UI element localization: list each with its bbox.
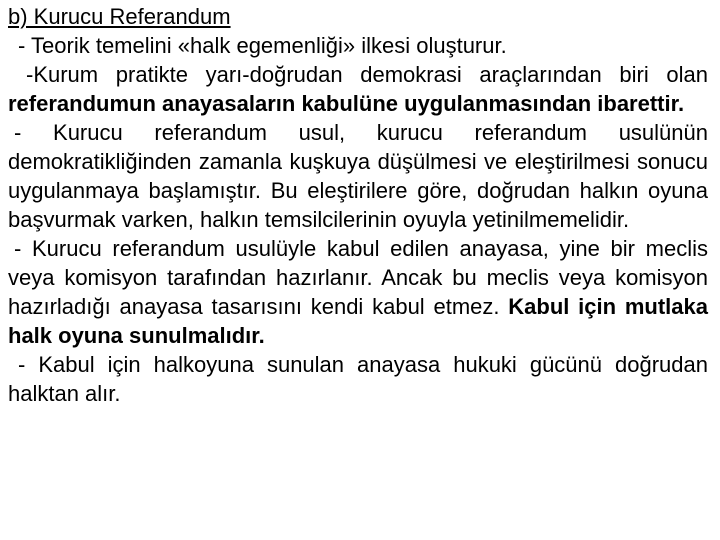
paragraph-text: - Kurucu referandum usulüyle kabul edilen anayasa, yine bir meclis veya komisyon tarafından hazırlanır. Ancak bu meclis veya komisyon hazırladığı anayasa tasarısını kendi kabul etmez.: [8, 236, 708, 319]
paragraph-theory: [8, 31, 708, 60]
paragraph-bold-text: referandumun anayasaların kabulüne uygulanmasından ibarettir.: [8, 91, 685, 116]
paragraph-text: - Kurucu referandum usul, kurucu referandum usulünün demokratikliğinden zamanla kuşkuya düşülmesi ve eleştirilmesi sonucu uygulanmaya başlamıştır. Bu eleştirilere göre, doğrudan halkın oyuna başvurmak varken, halkın temsilcilerinin oyuyla yetinilmemelidir.: [8, 120, 708, 232]
paragraph-text: -Kurum pratikte yarı-doğrudan demokrasi araçlarından biri olan: [26, 62, 708, 87]
paragraph-legitimacy: [8, 350, 708, 408]
paragraph-bold-text: Kabul için mutlaka halk oyuna sunulmalıdır.: [8, 294, 708, 348]
document-page: [8, 2, 708, 408]
paragraph-text: - Kabul için halkoyuna sunulan anayasa hukuki gücünü doğrudan halktan alır.: [8, 352, 708, 406]
paragraph-text: - Teorik temelini «halk egemenliği» ilkesi oluşturur.: [18, 33, 507, 58]
paragraph-institution: [8, 60, 708, 118]
paragraph-procedure: [8, 234, 708, 350]
section-heading: b) Kurucu Referandum: [8, 4, 231, 29]
paragraph-criticism: [8, 118, 708, 234]
